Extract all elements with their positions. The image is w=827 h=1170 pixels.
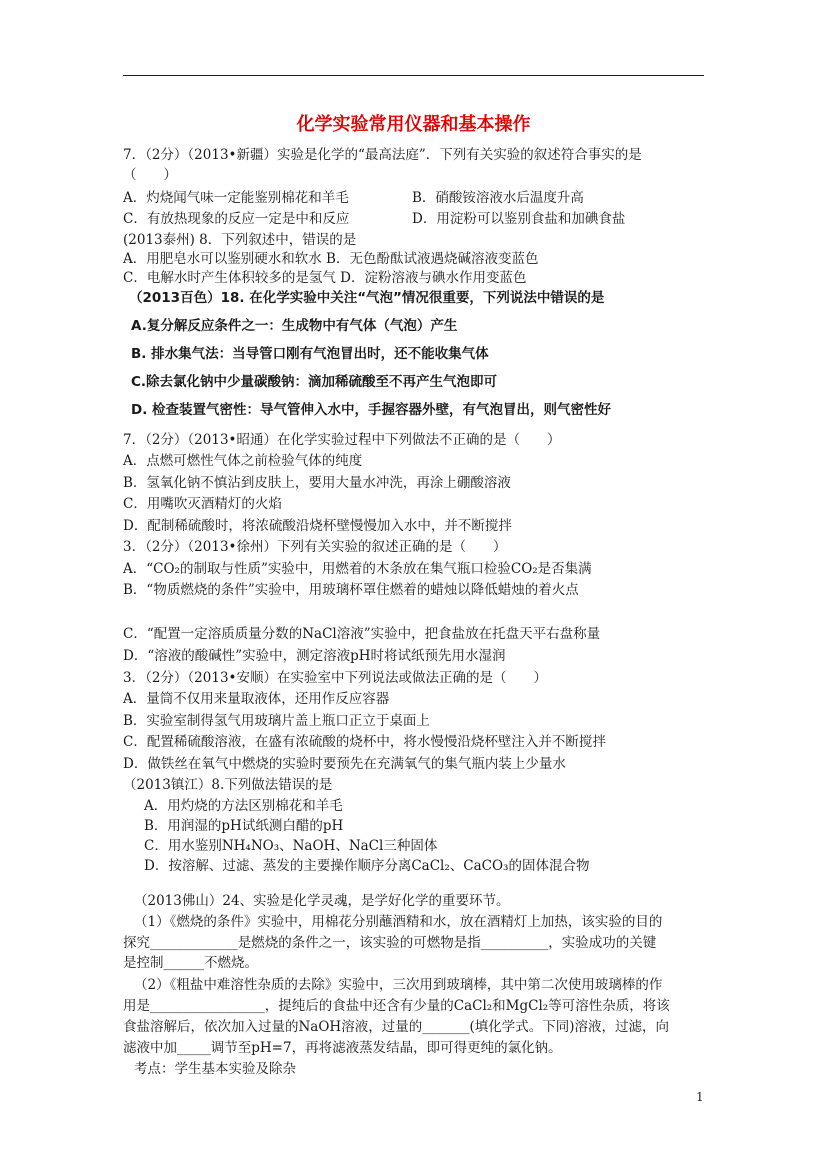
question-line: 3．（2分）（2013•徐州）下列有关实验的叙述正确的是（ ） — [123, 539, 507, 555]
question-line: 食盐溶解后，依次加入过量的NaOH溶液，过量的_______(填化学式。下同)溶液，过滤，向 — [123, 1019, 669, 1035]
header-rule — [123, 75, 704, 76]
option-c: C．有放热现象的反应一定是中和反应 — [123, 211, 350, 227]
option-c: C．“配置一定溶质质量分数的NaCl溶液”实验中，把食盐放在托盘天平右盘称量 — [123, 626, 601, 642]
option-b: B. 排水集气法：当导管口刚有气泡冒出时，还不能收集气体 — [131, 346, 489, 362]
option-c: C.除去氯化钠中少量碳酸钠：滴加稀硫酸至不再产生气泡即可 — [131, 374, 498, 390]
question-line: （1）《燃烧的条件》实验中，用棉花分别蘸酒精和水，放在酒精灯上加热，该实验的目的 — [134, 914, 663, 930]
option-line: A．用肥皂水可以鉴别硬水和软水 B．无色酚酞试液遇烧碱溶液变蓝色 — [123, 251, 539, 267]
option-a: A．点燃可燃性气体之前检验气体的纯度 — [123, 453, 363, 469]
question-line: 滤液中加_____调节至pH=7，再将滤液蒸发结晶，即可得更纯的氯化钠。 — [123, 1040, 562, 1056]
option-b: B．硝酸铵溶液水后温度升高 — [412, 190, 584, 206]
option-c: C．用嘴吹灭酒精灯的火焰 — [123, 496, 282, 512]
option-c: C．配置稀硫酸溶液，在盛有浓硫酸的烧杯中，将水慢慢沿烧杯壁注入并不断搅拌 — [123, 734, 606, 750]
option-d: D．“溶液的酸碱性”实验中，测定溶液pH时将试纸预先用水湿润 — [123, 648, 506, 664]
question-line: （2013镇江）8.下列做法错误的是 — [123, 777, 333, 793]
question-line: （2013佛山）24、实验是化学灵魂，是学好化学的重要环节。 — [134, 893, 510, 909]
option-line: C．电解水时产生体积较多的是氢气 D．淀粉溶液与碘水作用变蓝色 — [123, 270, 527, 286]
question-line: 用是_________________，提纯后的食盐中还含有少量的CaCl₂和MgCl₂等可溶性杂质，将该 — [123, 998, 670, 1014]
question-line: （ ） — [123, 167, 177, 183]
option-a: A.复分解反应条件之一：生成物中有气体（气泡）产生 — [131, 318, 458, 334]
option-a: A．用灼烧的方法区别棉花和羊毛 — [144, 798, 343, 814]
option-b: B．“物质燃烧的条件”实验中，用玻璃杯罩住燃着的蜡烛以降低蜡烛的着火点 — [123, 582, 579, 598]
question-line: （2）《粗盐中难溶性杂质的去除》实验中，三次用到玻璃棒，其中第二次使用玻璃棒的作 — [134, 977, 663, 993]
question-line: 考点：学生基本实验及除杂 — [134, 1061, 296, 1077]
option-b: B．实验室制得氢气用玻璃片盖上瓶口正立于桌面上 — [123, 713, 430, 729]
option-c: C．用水鉴别NH₄NO₃、NaOH、NaCl三种固体 — [144, 838, 438, 854]
question-line: 3．（2分）（2013•安顺）在实验室中下列说法或做法正确的是（ ） — [123, 670, 547, 686]
option-d: D．做铁丝在氧气中燃烧的实验时要预先在充满氧气的集气瓶内装上少量水 — [123, 756, 566, 772]
question-line: 7．（2分）（2013•新疆）实验是化学的“最高法庭”．下列有关实验的叙述符合事实的是 — [123, 147, 642, 163]
option-b: B．氢氧化钠不慎沾到皮肤上，要用大量水冲洗，再涂上硼酸溶液 — [123, 475, 511, 491]
option-d: D. 检查装置气密性：导气管伸入水中，手握容器外壁，有气泡冒出，则气密性好 — [131, 402, 612, 418]
option-a: A．“CO₂的制取与性质”实验中，用燃着的木条放在集气瓶口检验CO₂是否集满 — [123, 561, 592, 577]
question-line: 7．（2分）（2013•昭通）在化学实验过程中下列做法不正确的是（ ） — [123, 432, 561, 448]
page-number: 1 — [696, 1090, 704, 1104]
option-b: B．用润湿的pH试纸测白醋的pH — [144, 818, 344, 834]
page-title: 化学实验常用仪器和基本操作 — [296, 114, 531, 135]
question-line: 探究_____________是燃烧的条件之一，该实验的可燃物是指__________，实验成功的关键 — [123, 935, 657, 951]
option-d: D．按溶解、过滤、蒸发的主要操作顺序分离CaCl₂、CaCO₃的固体混合物 — [144, 858, 590, 874]
question-line: （2013百色）18. 在化学实验中关注“气泡”情况很重要，下列说法中错误的是 — [129, 290, 605, 306]
option-a: A．灼烧闻气味一定能鉴别棉花和羊毛 — [123, 190, 349, 206]
option-d: D．配制稀硫酸时，将浓硫酸沿烧杯壁慢慢加入水中，并不断搅拌 — [123, 518, 512, 534]
question-line: (2013泰州) 8．下列叙述中，错误的是 — [123, 232, 357, 248]
option-d: D．用淀粉可以鉴别食盐和加碘食盐 — [412, 211, 626, 227]
option-a: A．量筒不仅用来量取液体，还用作反应容器 — [123, 691, 390, 707]
question-line: 是控制______不燃烧。 — [123, 955, 258, 971]
